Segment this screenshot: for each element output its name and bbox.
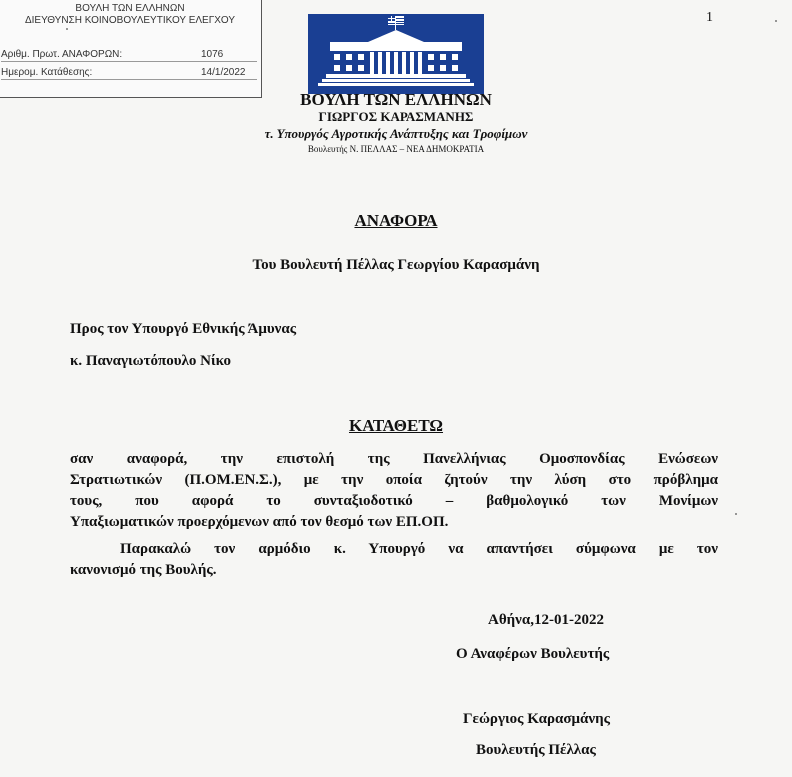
recipient-line-2: κ. Παναγιωτόπουλο Νίκο <box>70 353 231 369</box>
document-title: ΑΝΑΦΟΡΑ <box>354 211 438 230</box>
stamp-protocol-label: Αριθμ. Πρωτ. ΑΝΑΦΟΡΩΝ: <box>1 49 123 60</box>
scan-speck <box>775 20 777 22</box>
stamp-date-label: Ημερομ. Κατάθεσης: <box>1 67 93 78</box>
signature-name: Γεώργιος Καρασμάνης <box>463 711 610 727</box>
stamp-rule <box>1 61 257 62</box>
paragraph-line: τους, που αφορά το συνταξιοδοτικό – βαθμολογικό των Μονίμων <box>70 493 718 509</box>
stamp-rule <box>1 79 257 80</box>
document-subtitle: Του Βουλευτή Πέλλας Γεωργίου Καρασμάνη <box>252 257 540 273</box>
paragraph-line: Παρακαλώ τον αρμόδιο κ. Υπουργό να απαντήσει σύμφωνα με τον <box>120 541 718 557</box>
paragraph-line: Υπαξιωματικών προερχόμενων από τον θεσμό των ΕΠ.ΟΠ. <box>70 514 449 530</box>
body-paragraph-1 <box>70 449 718 533</box>
letterhead-mp-line: Βουλευτής Ν. ΠΕΛΛΑΣ – ΝΕΑ ΔΗΜΟΚΡΑΤΙΑ <box>307 144 485 154</box>
stamp-protocol-value: 1076 <box>201 49 224 60</box>
paragraph-line: σαν αναφορά, την επιστολή της Πανελλήνιας Ομοσπονδίας Ενώσεων <box>70 451 718 467</box>
stamp-line-directorate: ΔΙΕΥΘΥΝΣΗ ΚΟΙΝΟΒΟΥΛΕΥΤΙΚΟΥ ΕΛΕΓΧΟΥ <box>24 15 236 26</box>
scan-speck <box>735 513 737 515</box>
place-date: Αθήνα,12-01-2022 <box>488 612 604 628</box>
letterhead-name: ΓΙΩΡΓΟΣ ΚΑΡΑΣΜΑΝΗΣ <box>318 109 474 124</box>
recipient-line-1: Προς τον Υπουργό Εθνικής Άμυνας <box>70 321 297 337</box>
signature-title: Βουλευτής Πέλλας <box>476 742 596 758</box>
stamp-line-parliament: ΒΟΥΛΗ ΤΩΝ ΕΛΛΗΝΩΝ <box>75 3 185 14</box>
section-title: ΚΑΤΑΘΕΤΩ <box>348 416 444 435</box>
paragraph-line: κανονισμό της Βουλής. <box>70 562 217 578</box>
closing-line: Ο Αναφέρων Βουλευτής <box>456 646 610 662</box>
letterhead-parliament: ΒΟΥΛΗ ΤΩΝ ΕΛΛΗΝΩΝ <box>300 90 492 109</box>
letterhead-former-role: τ. Υπουργός Αγροτικής Ανάπτυξης και Τροφίμων <box>264 126 528 141</box>
scan-speck <box>66 28 68 30</box>
stamp-date-value: 14/1/2022 <box>201 67 246 78</box>
body-paragraph-2 <box>70 539 718 581</box>
paragraph-line: Στρατιωτικών (Π.ΟΜ.ΕΝ.Σ.), με την οποία ζητούν την λύση στο πρόβλημα <box>70 472 718 488</box>
parliament-building-emblem-icon <box>308 14 484 94</box>
filing-stamp <box>0 0 262 98</box>
page-number: 1 <box>706 10 713 25</box>
